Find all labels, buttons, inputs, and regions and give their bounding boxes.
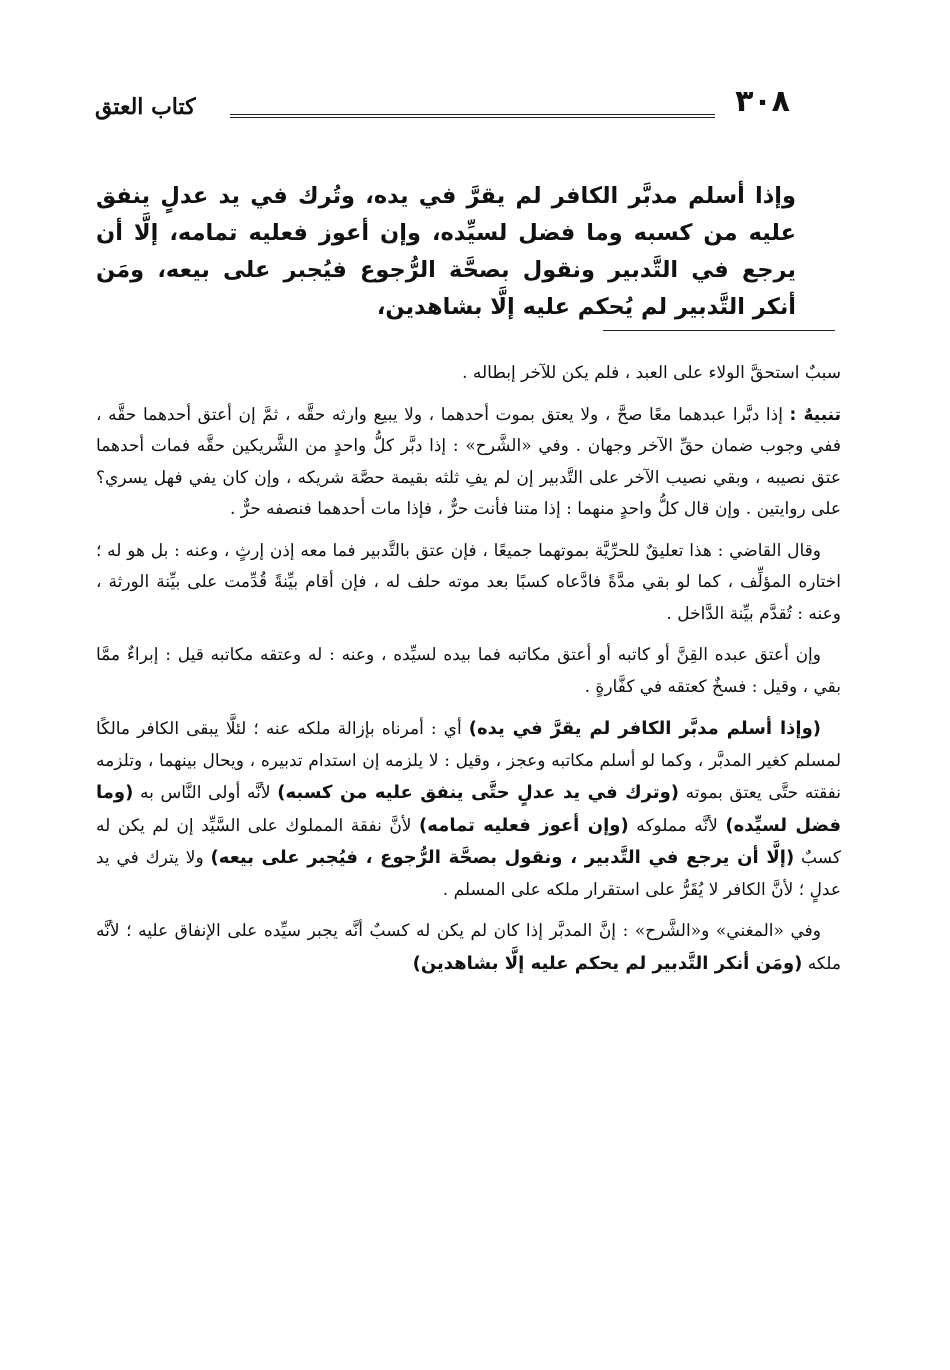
sharh-paragraph: سببٌ استحقَّ الولاء على العبد ، فلم يكن للآخر إبطاله . [462, 363, 841, 383]
sharh-paragraph-with-quotes [96, 713, 841, 906]
header-rule [230, 114, 715, 118]
matn-text: وإذا أسلم مدبَّر الكافر لم يقرَّ في يده، وتُرك في يد عدلٍ ينفق عليه من كسبه وما فضل لسيِّده، وإن أعوز فعليه تمامه، إلَّا أن يرجع في التَّدبير ونقول بصحَّة الرُّجوع فيُجبر على بيعه، ومَن أنكر التَّدبير لم يُحكم عليه إلَّا بشاهدين، [96, 183, 796, 320]
book-title: كتاب العتق [95, 94, 196, 120]
matn-quote: (إلَّا أن يرجع في التَّدبير ، ونقول بصحَّة الرُّجوع ، فيُجبر على بيعه) [210, 847, 795, 868]
commentary-text: لأنَّه أولى النَّاس به [133, 783, 278, 803]
tanbih-paragraph [96, 400, 841, 526]
sharh-commentary [96, 358, 841, 990]
commentary-text: ولا يترك في يد عدلٍ ؛ لأنَّ الكافر لا يُقَرُّ على استقرار ملكه على المسلم . [96, 848, 841, 900]
tanbih-label: تنبيهٌ : [789, 404, 841, 425]
sharh-paragraph: وقال القاضي : هذا تعليقٌ للحرِّيَّة بموتهما جميعًا ، فإن عتق بالتَّدبير فما معه إذن إرثٍ ، وعنه : بل هو له ؛ اختاره المؤلِّف ، كما لو بقي مدَّةً فادَّعاه كسبًا بعد موته حلف له ، فإن أقام بيِّنةً قُدِّمت على بيِّنة الورثة ، وعنه : تُقدَّم بيِّنة الدَّاخل . [96, 540, 841, 624]
matn-quote: (ومَن أنكر التَّدبير لم يحكم عليه إلَّا بشاهدين) [412, 952, 803, 974]
matn-quote: (وإذا أسلم مدبَّر الكافر لم يقرَّ في يده) [468, 718, 821, 739]
commentary-text: لأنَّه مملوكه [628, 815, 726, 836]
footnote-rule [603, 330, 835, 331]
commentary-text: لأنَّ نفقة المملوك على السَّيِّد إن لم يكن له كسبٌ [96, 815, 841, 868]
matn-quote: (وما فضل لسيِّده) [96, 782, 842, 836]
commentary-text: وفي «المغني» و«الشَّرح» : إنَّ المدبَّر إذا كان لم يكن له كسبٌ أنَّه يجبر سيِّده على الإنفاق عليه ؛ لأنَّه ملكه [96, 921, 841, 974]
page-number: ٣٠٨ [735, 84, 790, 119]
page-header [95, 84, 790, 124]
commentary-text: أي : أمرناه بإزالة ملكه عنه ؛ لئلَّا يبقى الكافر مالكًا لمسلم كغير المدبَّر ، وكما لو أسلم مكاتبه وعجز ، وقيل : لا يلزمه إن استدام تدبيره ، ويحال بينهما ، وتلزمه نفقته حتَّى يعتق بموته [96, 719, 842, 803]
tanbih-text: إذا دبَّرا عبدهما معًا صحَّ ، ولا يعتق بموت أحدهما ، ولا يبيع وارثه حقَّه ، ثمَّ إن أعتق أحدهما حقَّه ، ففي وجوب ضمان حقِّ الآخر وجهان . وفي «الشَّرح» : إذا دبَّر كلُّ واحدٍ من الشَّريكين حقَّه فمات أحدهما عتق نصيبه ، وبقي نصيب الآخر على التَّدبير إن لم يفِ ثلثه بقيمة حصَّة شريكه ، وإن كان يفي فهل يسري؟ على روايتين . وإن قال كلُّ واحدٍ منهما : إذا متنا فأنت حرٌّ ، فإذا مات أحدهما فنصفه حرٌّ . [96, 404, 841, 519]
sharh-paragraph: وإن أعتق عبده القِنَّ أو كاتبه أو أعتق مكاتبه فما بيده لسيِّده ، وعنه : له وعتقه مكاتبه قيل : إبراءٌ ممَّا بقي ، وقيل : فسخٌ كعتقه في كفَّارةٍ . [96, 645, 841, 697]
matn-quote: (وترك في يد عدلٍ حتَّى ينفق عليه من كسبه) [277, 782, 679, 803]
matn-quote: (وإن أعوز فعليه تمامه) [419, 814, 629, 836]
sharh-paragraph-with-quotes [96, 916, 841, 980]
